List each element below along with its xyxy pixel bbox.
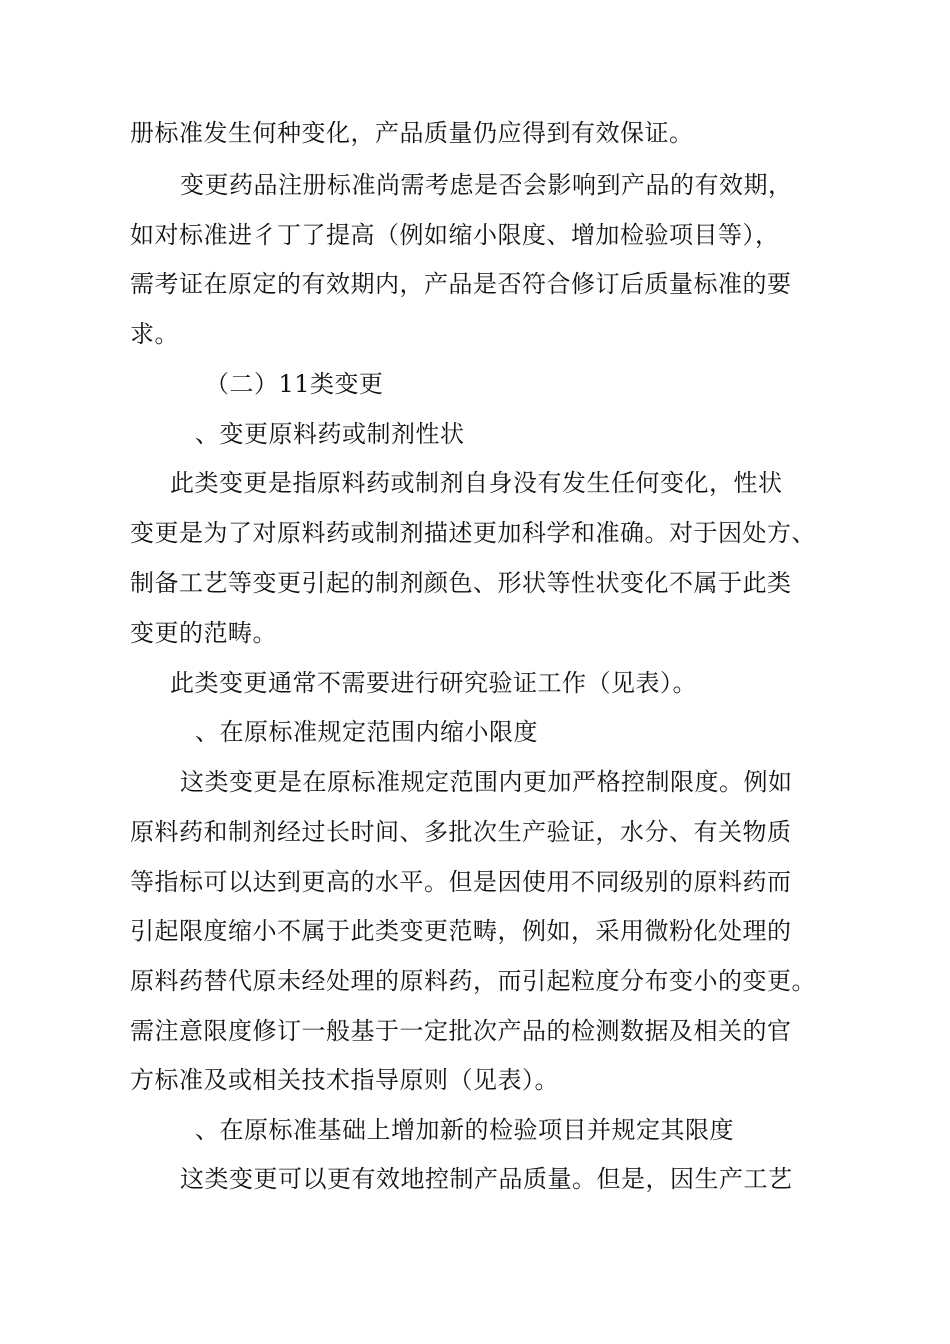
body-text-line: 等指标可以达到更高的水平。但是因使用不同级别的原料药而 xyxy=(130,868,792,896)
body-text-line: 变更的范畴。 xyxy=(130,619,277,647)
body-text-line: 这类变更可以更有效地控制产品质量。但是，因生产工艺 xyxy=(180,1165,793,1193)
body-text-line: 变更药品注册标准尚需考虑是否会影响到产品的有效期， xyxy=(180,171,793,199)
body-text-line: 制备工艺等变更引起的制剂颜色、形状等性状变化不属于此类 xyxy=(130,569,792,597)
body-text-line: 这类变更是在原标准规定范围内更加严格控制限度。例如 xyxy=(180,768,793,796)
body-text-line: 此类变更通常不需要进行研究验证工作（见表）。 xyxy=(170,669,697,697)
body-text-line: 引起限度缩小不属于此类变更范畴，例如，采用微粉化处理的 xyxy=(130,917,792,945)
subsection-heading: 、在原标准规定范围内缩小限度 xyxy=(195,718,538,746)
body-text-line: 册标准发生何种变化，产品质量仍应得到有效保证。 xyxy=(130,119,694,147)
body-text-line: 方标准及或相关技术指导原则（见表）。 xyxy=(130,1066,559,1094)
body-text-line: 求。 xyxy=(130,320,179,348)
body-text-line: 变更是为了对原料药或制剂描述更加科学和准确。对于因处方、 xyxy=(130,519,816,547)
body-text-line: 原料药替代原未经处理的原料药，而引起粒度分布变小的变更。 xyxy=(130,967,816,995)
body-text-line: 需考证在原定的有效期内，产品是否符合修订后质量标准的要 xyxy=(130,270,792,298)
body-text-line: 原料药和制剂经过长时间、多批次生产验证，水分、有关物质 xyxy=(130,818,792,846)
section-heading: （二）11类变更 xyxy=(205,370,384,398)
body-text-line: 此类变更是指原料药或制剂自身没有发生任何变化，性状 xyxy=(170,469,783,497)
subsection-heading: 、在原标准基础上增加新的检验项目并规定其限度 xyxy=(195,1116,734,1144)
subsection-heading: 、变更原料药或制剂性状 xyxy=(195,420,465,448)
body-text-line: 需注意限度修订一般基于一定批次产品的检测数据及相关的官 xyxy=(130,1017,792,1045)
body-text-line: 如对标准进彳丁了提高（例如缩小限度、增加检验项目等）， xyxy=(130,221,780,249)
